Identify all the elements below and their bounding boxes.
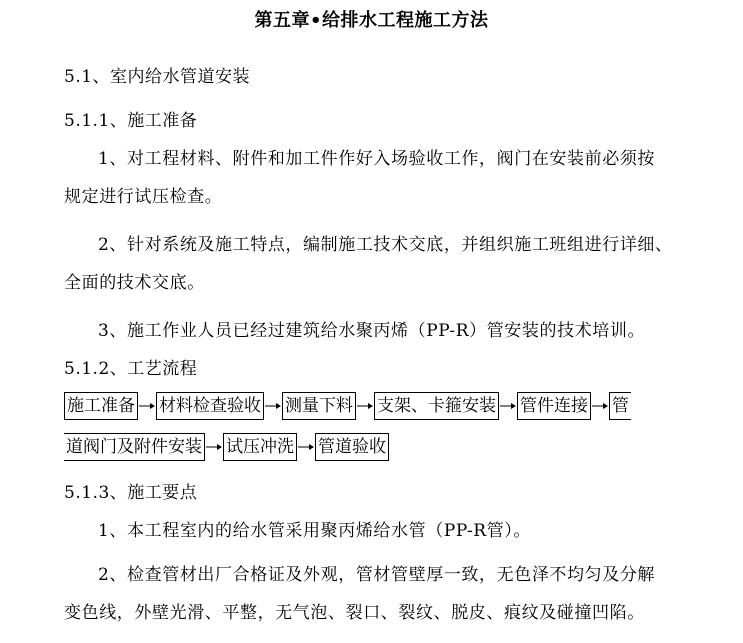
paragraph-line: 2、检查管材出厂合格证及外观，管材管壁厚一致，无色泽不均匀及分解: [98, 565, 656, 585]
chapter-title: 第五章•给排水工程施工方法: [254, 10, 489, 31]
flow-step: 管道验收: [315, 433, 389, 461]
process-flow-row-2: [64, 433, 389, 461]
paragraph-line: 规定进行试压检查。: [64, 187, 223, 207]
paragraph-line: 1、对工程材料、附件和加工件作好入场验收工作，阀门在安装前必须按: [98, 149, 656, 169]
paragraph-line: 3、施工作业人员已经过建筑给水聚丙烯（PP-R）管安装的技术培训。: [98, 321, 646, 341]
arrow-right-icon: [138, 401, 156, 411]
flow-step: 测量下料: [282, 392, 356, 420]
flow-step: 支架、卡箍安装: [374, 392, 499, 420]
arrow-right-icon: [499, 401, 517, 411]
flow-step: 道阀门及附件安装: [64, 433, 205, 461]
arrow-right-icon: [264, 401, 282, 411]
heading-5-1-3: 5.1.3、施工要点: [64, 483, 198, 503]
heading-5-1-1: 5.1.1、施工准备: [64, 111, 198, 131]
flow-step: 材料检查验收: [156, 392, 264, 420]
flow-step: 试压冲洗: [223, 433, 297, 461]
paragraph-5-1-1-item-2: [64, 226, 692, 302]
arrow-right-icon: [297, 442, 315, 452]
flow-step: 管件连接: [517, 392, 591, 420]
paragraph-5-1-1-item-1: [64, 140, 692, 216]
paragraph-5-1-3-item-1: [64, 512, 692, 550]
paragraph-line: 2、针对系统及施工特点，编制施工技术交底，并组织施工班组进行详细、: [98, 235, 673, 255]
heading-5-1-2: 5.1.2、工艺流程: [64, 359, 198, 379]
paragraph-line: 全面的技术交底。: [64, 273, 205, 293]
paragraph-line: 变色线，外壁光滑、平整，无气泡、裂口、裂纹、脱皮、痕纹及碰撞凹陷。: [64, 603, 645, 623]
arrow-right-icon: [591, 401, 609, 411]
flow-step: 管: [609, 392, 631, 420]
paragraph-5-1-3-item-2: [64, 556, 692, 632]
paragraph-5-1-1-item-3: [64, 312, 692, 350]
arrow-right-icon: [356, 401, 374, 411]
arrow-right-icon: [205, 442, 223, 452]
heading-5-1: 5.1、室内给水管道安装: [64, 67, 251, 87]
process-flow-row-1: [64, 392, 631, 420]
paragraph-line: 1、本工程室内的给水管采用聚丙烯给水管（PP-R管）。: [98, 521, 532, 541]
flow-step: 施工准备: [64, 392, 138, 420]
